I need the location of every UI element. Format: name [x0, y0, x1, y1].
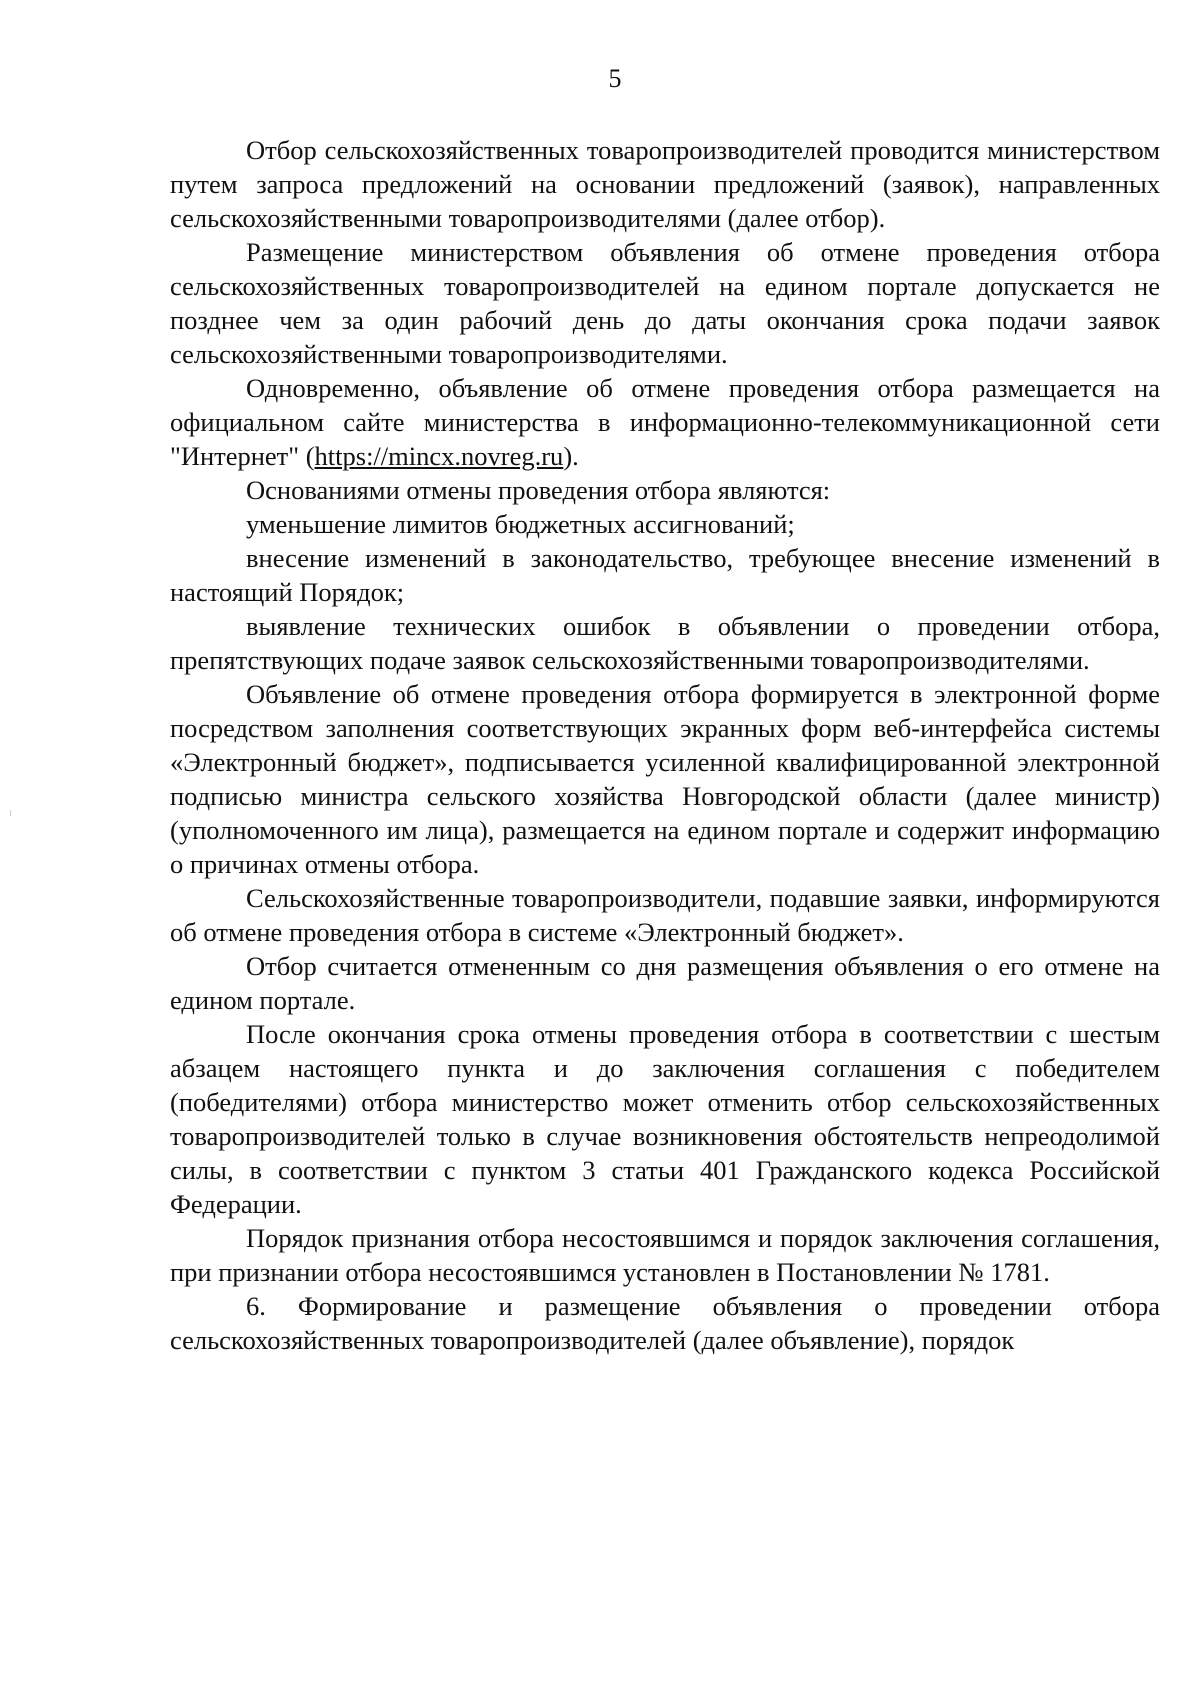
paragraph-electronic-form: Объявление об отмене проведения отбора формируется в электронной форме посредством заполнения соответствующих экранных форм веб-интерфейса системы «Электронный бюджет», подписывается усиленной квалифицированной электронной подписью министра сельского хозяйства Новгородской области (далее министр) (уполномоченного им лица), размещается на едином портале и содержит информацию о причинах отмены отбора.	[170, 679, 1160, 879]
ministry-website-link[interactable]: https://mincx.novreg.ru	[314, 441, 564, 471]
paragraph-failed-selection: Порядок признания отбора несостоявшимся и порядок заключения соглашения, при признании отбора несостоявшимся установлен в Постановлении № 1781.	[170, 1223, 1160, 1287]
paragraph-official-site-end: ).	[563, 441, 579, 471]
document-body	[170, 133, 1160, 1357]
paragraph-applicants-notified: Сельскохозяйственные товаропроизводители, подавшие заявки, информируются об отмене проведения отбора в системе «Электронный бюджет».	[170, 883, 1160, 947]
paragraph-force-majeure: После окончания срока отмены проведения отбора в соответствии с шестым абзацем настоящего пункта и до заключения соглашения с победителем (победителями) отбора министерство может отменить отбор сельскохозяйственных товаропроизводителей только в случае возникновения обстоятельств непреодолимой силы, в соответствии с пунктом 3 статьи 401 Гражданского кодекса Российской Федерации.	[170, 1019, 1160, 1219]
paragraph-selection-method: Отбор сельскохозяйственных товаропроизводителей проводится министерством путем запроса предложений на основании предложений (заявок), направленных сельскохозяйственными товаропроизводителями (далее отбор).	[170, 135, 1160, 233]
list-item-technical-errors: выявление технических ошибок в объявлении о проведении отбора, препятствующих подаче заявок сельскохозяйственными товаропроизводителями.	[170, 611, 1160, 675]
paragraph-cancellation-posting: Размещение министерством объявления об отмене проведения отбора сельскохозяйственных товаропроизводителей на едином портале допускается не позднее чем за один рабочий день до даты окончания срока подачи заявок сельскохозяйственными товаропроизводителями.	[170, 237, 1160, 369]
scan-artifact	[10, 810, 11, 816]
paragraph-cancellation-grounds: Основаниями отмены проведения отбора являются:	[246, 475, 831, 505]
paragraph-section-6: 6. Формирование и размещение объявления о проведении отбора сельскохозяйственных товаропроизводителей (далее объявление), порядок	[170, 1291, 1160, 1355]
paragraph-official-site-text: Одновременно, объявление об отмене проведения отбора размещается на официальном сайте министерства в информационно-телекоммуникационной сети "Интернет" (	[170, 373, 1160, 471]
list-item-budget-reduction: уменьшение лимитов бюджетных ассигнований;	[246, 509, 795, 539]
page-number: 5	[608, 64, 622, 93]
paragraph-official-site	[170, 371, 1160, 473]
paragraph-cancellation-effective: Отбор считается отмененным со дня размещения объявления о его отмене на едином портале.	[170, 951, 1160, 1015]
list-item-legislation-changes: внесение изменений в законодательство, требующее внесение изменений в настоящий Порядок;	[170, 543, 1160, 607]
